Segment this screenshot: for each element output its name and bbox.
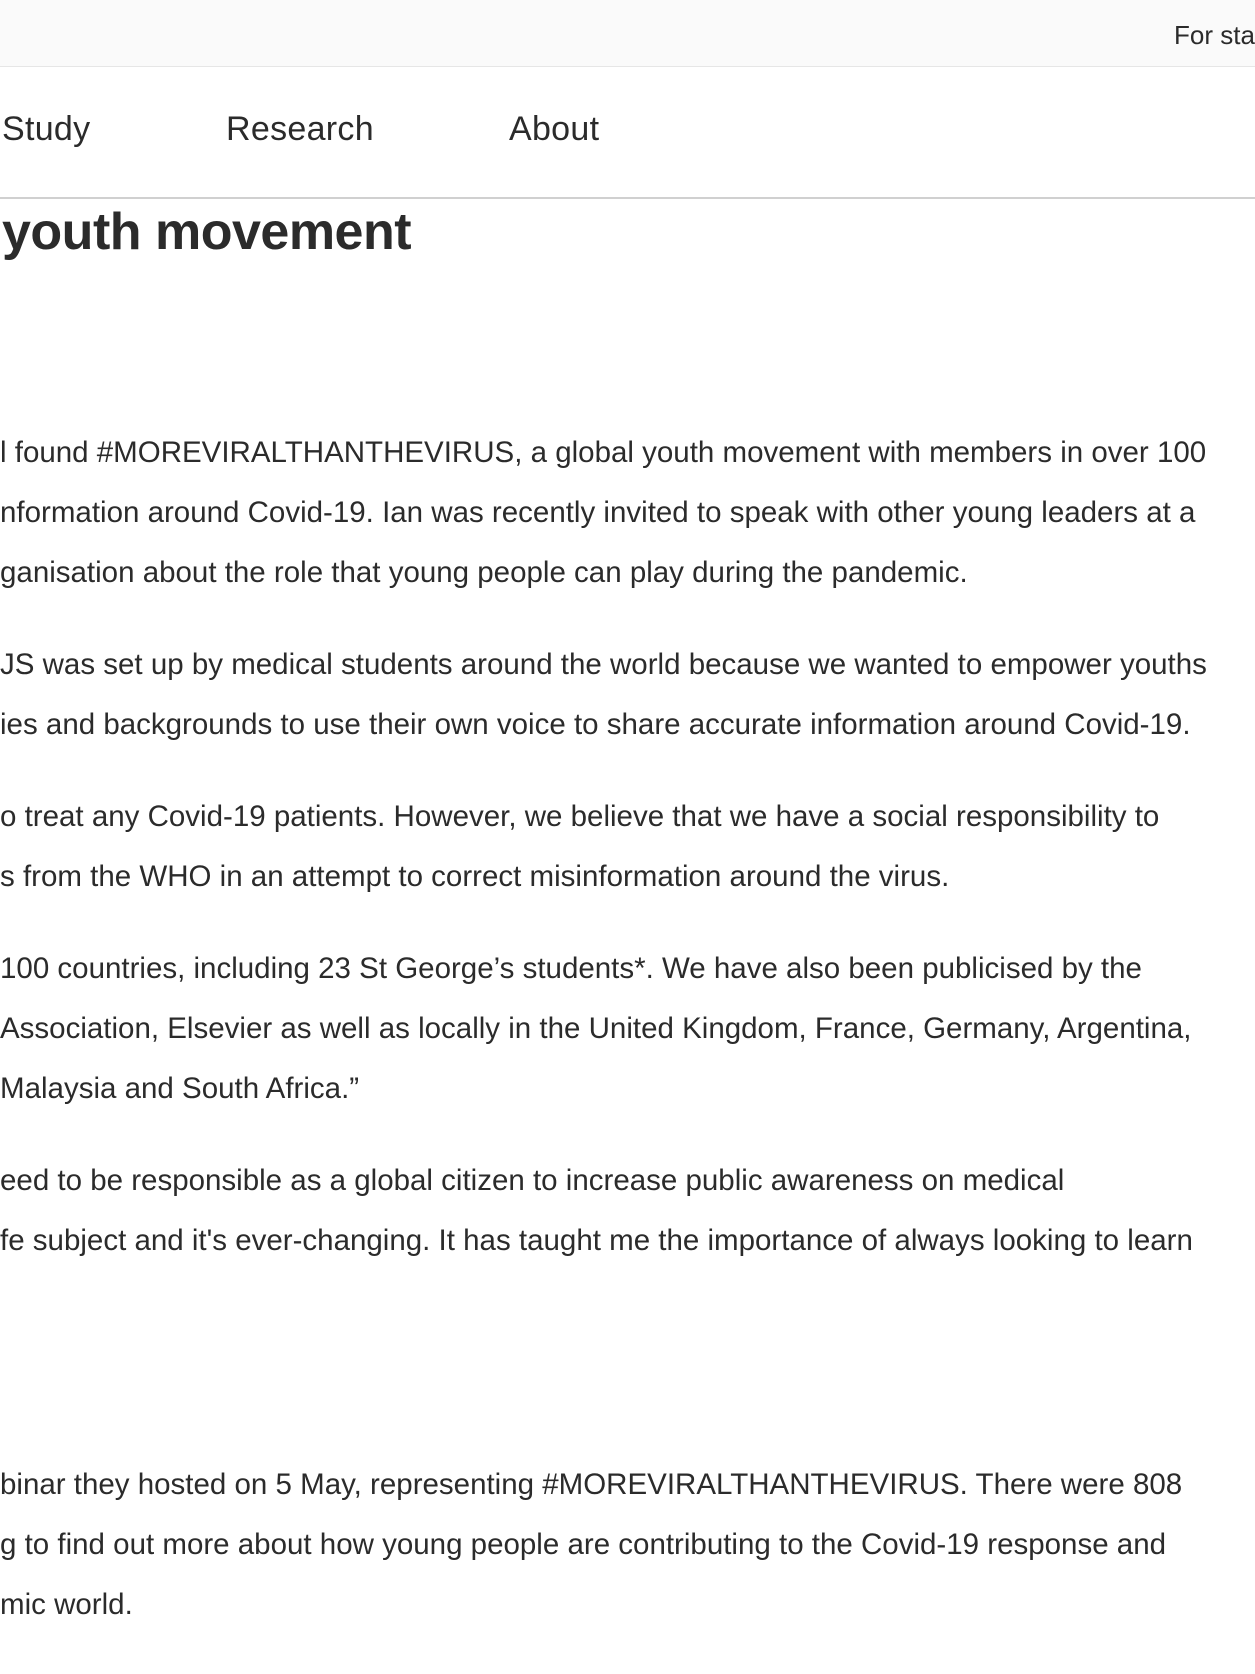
article-text-line: g to find out more about how young people are contributing to the Covid-19 response and [0,1528,1167,1561]
article-text-line: JS was set up by medical students around the world because we wanted to empower youths [0,648,1207,681]
article-text-line: fe subject and it's ever-changing. It has taught me the importance of always looking to learn [0,1224,1193,1257]
article-text-line: s from the WHO in an attempt to correct misinformation around the virus. [0,860,950,893]
nav-item-study[interactable]: Study [2,110,91,148]
page-title: youth movement [2,203,412,261]
nav-item-about[interactable]: About [509,110,600,148]
article-text-line: mic world. [0,1588,133,1621]
top-utility-bar [0,0,1255,67]
main-navigation [0,66,1255,199]
article-text-line: o treat any Covid-19 patients. However, we believe that we have a social responsibility to [0,800,1160,833]
article-text-line: 100 countries, including 23 St George’s students*. We have also been publicised by the [0,952,1142,985]
nav-item-research[interactable]: Research [226,110,374,148]
article-text-line: eed to be responsible as a global citizen to increase public awareness on medical [0,1164,1065,1197]
utility-link[interactable]: For sta [1174,20,1255,50]
article-text-line: ies and backgrounds to use their own voice to share accurate information around Covid-19. [0,708,1191,741]
article-text-line: Association, Elsevier as well as locally in the United Kingdom, France, Germany, Argentina, [0,1012,1192,1045]
article-text-line: ganisation about the role that young people can play during the pandemic. [0,556,968,589]
article-text-line: binar they hosted on 5 May, representing #MOREVIRALTHANTHEVIRUS. There were 808 [0,1468,1183,1501]
article-text-line: l found #MOREVIRALTHANTHEVIRUS, a global youth movement with members in over 100 [0,436,1207,469]
article-text-line: Malaysia and South Africa.” [0,1072,360,1105]
article-text-line: nformation around Covid-19. Ian was recently invited to speak with other young leaders at a [0,496,1196,529]
